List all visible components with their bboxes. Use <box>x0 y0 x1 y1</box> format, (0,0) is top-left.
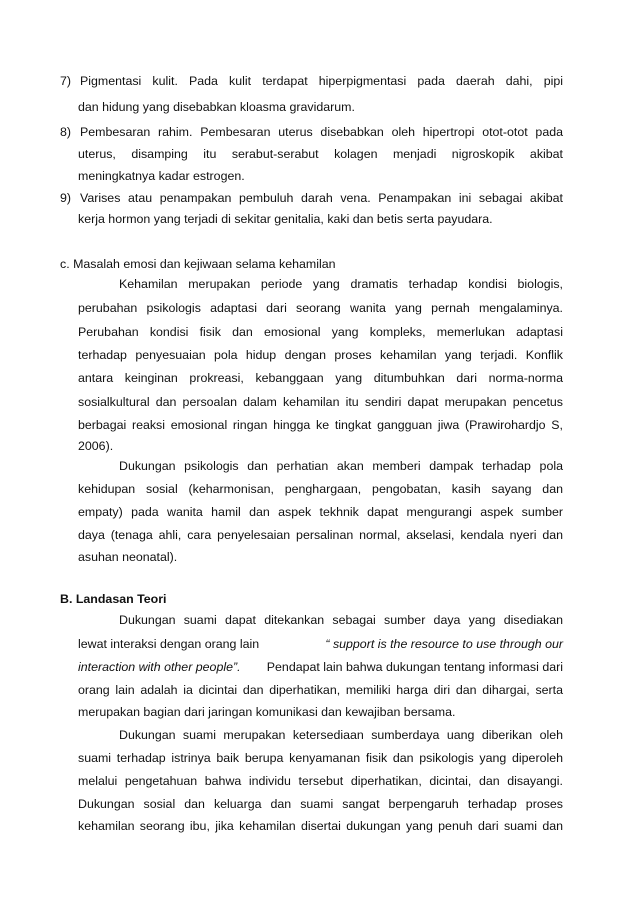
text-line: 2006). <box>78 439 114 453</box>
text-line: dan hidung yang disebabkan kloasma gravidarum. <box>78 100 355 114</box>
text-line: daya (tenaga ahli, cara penyelesaian persalinan normal, akselasi, kendala nyeri dan <box>78 528 563 542</box>
text-line <box>78 659 563 675</box>
text-line: melalui pengetahuan bahwa individu tersebut diperhatikan, dicintai, dan disayangi. <box>78 774 563 788</box>
text-line: Perubahan kondisi fisik dan emosional yang kompleks, memerlukan adaptasi <box>78 325 563 339</box>
text-line: empaty) pada wanita hamil dan aspek tekhnik dapat mengurangi aspek sumber <box>78 505 563 519</box>
text-line: antara keinginan prokreasi, kebanggaan yang ditumbuhkan dari norma-norma <box>78 371 563 385</box>
text-line: Pembesaran rahim. Pembesaran uterus disebabkan oleh hipertropi otot-otot pada <box>80 125 563 139</box>
text-line: uterus, disamping itu serabut-serabut kolagen menjadi nigroskopik akibat <box>78 147 563 161</box>
text-segment: lewat interaksi dengan orang lain <box>78 637 260 651</box>
text-line: terhadap penyesuaian pola hidup dengan proses kehamilan yang terjadi. Konflik <box>78 348 563 362</box>
list-number: 9) <box>60 191 72 205</box>
text-line: Dukungan psikologis dan perhatian akan memberi dampak terhadap pola <box>119 459 563 473</box>
list-number: 8) <box>60 125 72 139</box>
text-line: Dukungan suami dapat ditekankan sebagai sumber daya yang disediakan <box>119 613 563 627</box>
section-heading: B. Landasan Teori <box>60 592 167 606</box>
text-line <box>78 636 563 652</box>
list-number: 7) <box>60 74 72 88</box>
text-segment: Pendapat lain bahwa dukungan tentang informasi dari <box>266 660 563 674</box>
text-line: asuhan neonatal). <box>78 550 178 564</box>
text-line: kerja hormon yang terjadi di sekitar genitalia, kaki dan betis serta payudara. <box>78 212 493 226</box>
text-line: Varises atau penampakan pembuluh darah vena. Penampakan ini sebagai akibat <box>80 191 563 205</box>
quote-text: “ support is the resource to use through our <box>325 637 563 651</box>
text-line: meningkatnya kadar estrogen. <box>78 169 245 183</box>
text-line: suami terhadap istrinya baik berupa kenyamanan fisik dan psikologis yang diperoleh <box>78 751 563 765</box>
section-heading: c. Masalah emosi dan kejiwaan selama kehamilan <box>60 257 336 271</box>
text-line: kehamilan seorang ibu, jika kehamilan disertai dukungan yang penuh dari suami dan <box>78 819 563 833</box>
text-line: orang lain adalah ia dicintai dan diperhatikan, memiliki harga diri dan dihargai, serta <box>78 683 563 697</box>
text-line: kehidupan sosial (keharmonisan, penghargaan, pengobatan, kasih sayang dan <box>78 482 563 496</box>
text-line: Kehamilan merupakan periode yang dramatis terhadap kondisi biologis, <box>119 277 563 291</box>
text-line: Dukungan sosial dan keluarga dan suami sangat berpengaruh terhadap proses <box>78 797 563 811</box>
text-line: Pigmentasi kulit. Pada kulit terdapat hiperpigmentasi pada daerah dahi, pipi <box>80 74 563 88</box>
text-line: Dukungan suami merupakan ketersediaan sumberdaya uang diberikan oleh <box>119 728 563 742</box>
text-line: perubahan psikologis adaptasi dari seorang wanita yang pernah mengalaminya. <box>78 301 563 315</box>
text-line: sosialkultural dan persoalan dalam kehamilan itu sendiri dapat merupakan pencetus <box>78 395 563 409</box>
quote-text: interaction with other people”. <box>78 660 241 674</box>
text-line: berbagai reaksi emosional ringan hingga ke tingkat gangguan jiwa (Prawirohardjo S, <box>78 418 563 432</box>
text-line: merupakan bagian dari jaringan komunikasi dan kewajiban bersama. <box>78 705 456 719</box>
